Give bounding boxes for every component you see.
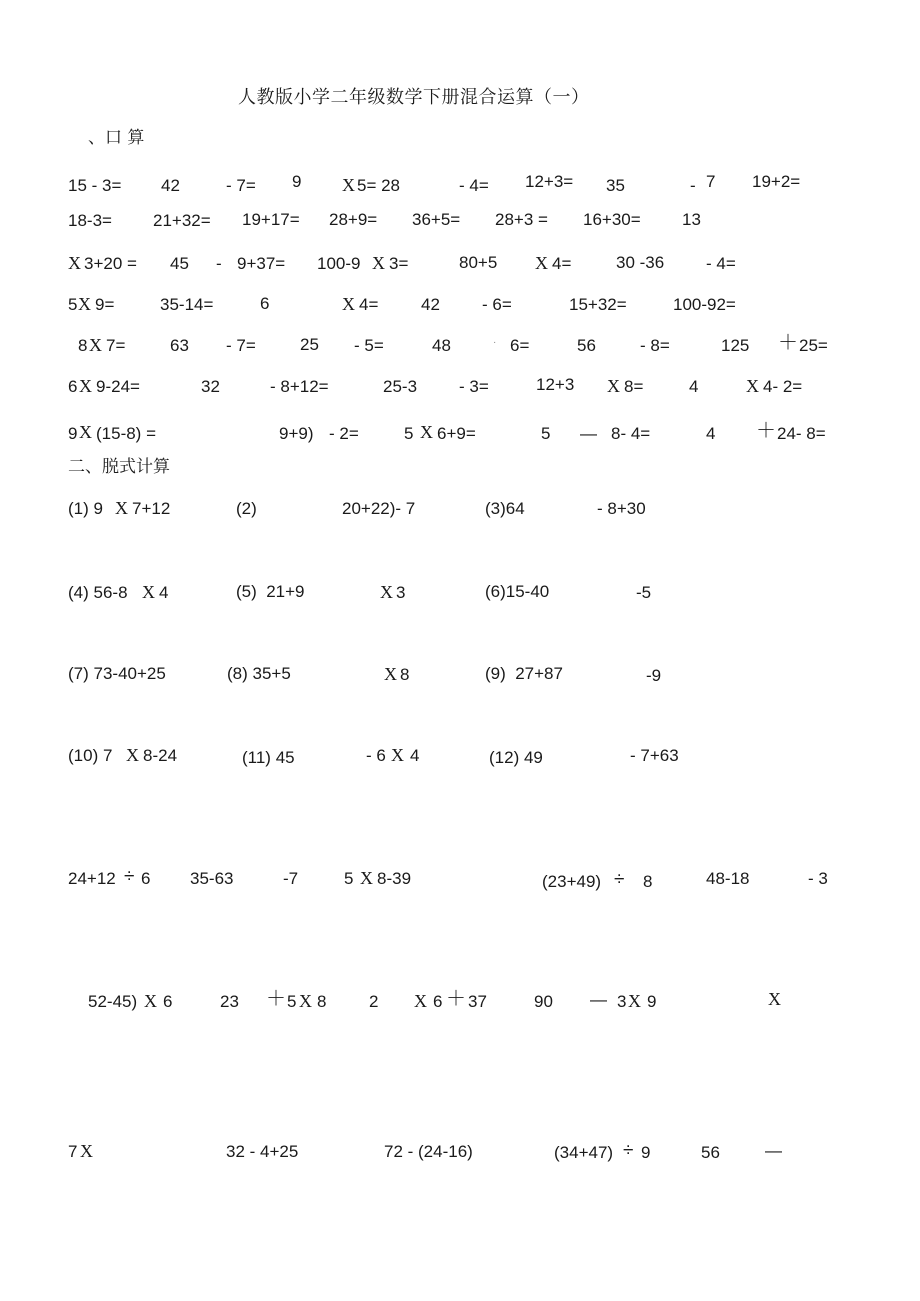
problem-cell: (7) 73-40+25 xyxy=(68,664,166,683)
problem-cell: (34+47) xyxy=(554,1143,614,1162)
times-sign: X xyxy=(79,376,92,396)
oral-cell: 9 xyxy=(68,424,78,443)
oral-cell: 6+9= xyxy=(437,424,476,443)
oral-cell: 63 xyxy=(170,336,189,355)
oral-cell: 6= xyxy=(510,336,530,355)
oral-cell: - 8+12= xyxy=(270,377,329,396)
problem-cell: - 7+63 xyxy=(630,746,679,765)
oral-cell: 42 xyxy=(421,295,440,314)
oral-cell: - 8= xyxy=(640,336,670,355)
dash-sign: — xyxy=(590,990,607,1009)
times-sign: X xyxy=(144,991,157,1011)
oral-cell: 9-24= xyxy=(96,377,140,396)
problem-cell: (6)15-40 xyxy=(485,582,550,601)
oral-cell: 80+5 xyxy=(459,253,498,272)
oral-cell: - xyxy=(216,254,222,273)
oral-cell: - xyxy=(690,176,696,195)
problem-cell: - 8+30 xyxy=(597,499,646,518)
problem-cell: 9 xyxy=(641,1143,651,1162)
oral-cell: 19+17= xyxy=(242,210,300,229)
oral-cell: - 6= xyxy=(482,295,512,314)
times-sign: X xyxy=(299,991,312,1011)
problem-cell: 6 xyxy=(141,869,151,888)
times-sign: X xyxy=(420,422,433,442)
oral-cell: 42 xyxy=(161,176,180,195)
problem-cell: 6 xyxy=(433,992,443,1011)
times-sign: X xyxy=(68,253,81,273)
problem-cell: 9 xyxy=(647,992,657,1011)
problem-cell: (5) 21+9 xyxy=(236,582,305,601)
oral-cell: 12+3= xyxy=(525,172,574,191)
oral-cell: 9+9) xyxy=(279,424,314,443)
problem-cell: -5 xyxy=(636,583,652,602)
problem-cell: (23+49) xyxy=(542,872,602,891)
problem-cell: 8 xyxy=(317,992,327,1011)
division-sign: ÷ xyxy=(614,869,625,890)
stray-dot: · xyxy=(493,337,497,348)
oral-cell: 3= xyxy=(389,254,409,273)
oral-cell: 21+32= xyxy=(153,211,211,230)
oral-cell: 13 xyxy=(682,210,701,229)
oral-cell: - 3= xyxy=(459,377,489,396)
oral-cell: 35 xyxy=(606,176,625,195)
times-sign: X xyxy=(372,253,385,273)
times-sign: X xyxy=(391,745,404,765)
oral-cell: 5 xyxy=(68,295,78,314)
times-sign: X xyxy=(142,582,155,602)
problem-cell: (8) 35+5 xyxy=(227,664,291,683)
oral-cell: 8- 4= xyxy=(611,424,651,443)
problem-cell: 6 xyxy=(163,992,173,1011)
plus-sign: ＋ xyxy=(778,332,798,354)
oral-cell: 16+30= xyxy=(583,210,641,229)
problem-cell: 48-18 xyxy=(706,869,750,888)
section-heading-oral: 、口 算 xyxy=(88,128,145,148)
times-sign: X xyxy=(89,335,102,355)
times-sign: X xyxy=(342,175,355,195)
problem-cell: 8 xyxy=(643,872,653,891)
oral-cell: 5= 28 xyxy=(357,176,401,195)
oral-cell: - 5= xyxy=(354,336,384,355)
problem-cell: (9) 27+87 xyxy=(485,664,563,683)
problem-cell: 4 xyxy=(410,746,420,765)
oral-cell: 28+3 = xyxy=(495,210,548,229)
oral-cell: 100-92= xyxy=(673,295,736,314)
oral-cell: 45 xyxy=(170,254,189,273)
problem-cell: 24+12 xyxy=(68,869,116,888)
problem-cell: 32 - 4+25 xyxy=(226,1142,299,1161)
oral-cell: - 7= xyxy=(226,176,256,195)
plus-sign: ＋ xyxy=(756,420,776,442)
oral-cell: 19+2= xyxy=(752,172,801,191)
oral-cell: 4 xyxy=(689,377,699,396)
oral-cell: 7= xyxy=(106,336,126,355)
problem-cell: 90 xyxy=(534,992,553,1011)
problem-cell: 35-63 xyxy=(190,869,234,888)
problem-cell: 2 xyxy=(369,992,379,1011)
oral-cell: (15-8) = xyxy=(96,424,156,443)
oral-cell: - 4= xyxy=(706,254,736,273)
times-sign: X xyxy=(384,664,397,684)
oral-cell: 4- 2= xyxy=(763,377,803,396)
oral-cell: 25-3 xyxy=(383,377,418,396)
times-sign: X xyxy=(79,422,92,442)
oral-cell: 32 xyxy=(201,377,220,396)
times-sign: X xyxy=(768,989,781,1009)
oral-cell: 28+9= xyxy=(329,210,378,229)
problem-cell: (4) 56-8 xyxy=(68,583,128,602)
oral-cell: 36+5= xyxy=(412,210,461,229)
oral-cell: 30 -36 xyxy=(616,253,665,272)
oral-cell: 7 xyxy=(706,172,716,191)
problem-cell: (12) 49 xyxy=(489,748,543,767)
oral-cell: 6 xyxy=(260,294,270,313)
times-sign: X xyxy=(115,498,128,518)
times-sign: X xyxy=(746,376,759,396)
oral-cell: - 4= xyxy=(459,176,489,195)
problem-cell: 8 xyxy=(400,665,410,684)
oral-cell: 9= xyxy=(95,295,115,314)
section-heading-stepwise: 二、脱式计算 xyxy=(68,457,170,477)
problem-cell: 7+12 xyxy=(132,499,171,518)
oral-cell: 9 xyxy=(292,172,302,191)
oral-cell: 125 xyxy=(721,336,750,355)
problem-cell: 3 xyxy=(617,992,627,1011)
problem-cell: 7 xyxy=(68,1142,78,1161)
times-sign: X xyxy=(414,991,427,1011)
problem-cell: 37 xyxy=(468,992,487,1011)
oral-cell: - 2= xyxy=(329,424,359,443)
problem-cell: 20+22)- 7 xyxy=(342,499,416,518)
oral-cell: 56 xyxy=(577,336,596,355)
problem-cell: 23 xyxy=(220,992,239,1011)
problem-cell: (3)64 xyxy=(485,499,525,518)
problem-cell: 8-24 xyxy=(143,746,178,765)
problem-cell: (10) 7 xyxy=(68,746,113,765)
oral-cell: 35-14= xyxy=(160,295,214,314)
times-sign: X xyxy=(126,745,139,765)
plus-sign: ＋ xyxy=(266,988,286,1010)
times-sign: X xyxy=(535,253,548,273)
problem-cell: 4 xyxy=(159,583,169,602)
times-sign: X xyxy=(628,991,641,1011)
division-sign: ÷ xyxy=(623,1140,634,1161)
oral-cell: 8 xyxy=(78,336,88,355)
oral-cell: - 7= xyxy=(226,336,256,355)
oral-cell: 9+37= xyxy=(237,254,286,273)
oral-cell: 4 xyxy=(706,424,716,443)
oral-cell: 15 - 3= xyxy=(68,176,122,195)
oral-cell: 3+20 = xyxy=(84,254,137,273)
dash-sign: — xyxy=(580,424,597,443)
oral-cell: 48 xyxy=(432,336,451,355)
problem-cell: 72 - (24-16) xyxy=(384,1142,473,1161)
oral-cell: 24- 8= xyxy=(777,424,826,443)
problem-cell: 5 xyxy=(287,992,297,1011)
problem-cell: - 3 xyxy=(808,869,828,888)
problem-cell: 8-39 xyxy=(377,869,412,888)
problem-cell: -7 xyxy=(283,869,299,888)
problem-cell: -9 xyxy=(646,666,662,685)
times-sign: X xyxy=(607,376,620,396)
oral-cell: 25= xyxy=(799,336,828,355)
oral-cell: 15+32= xyxy=(569,295,627,314)
oral-cell: 5 xyxy=(541,424,551,443)
times-sign: X xyxy=(78,294,91,314)
oral-cell: 8= xyxy=(624,377,644,396)
problem-cell: (11) 45 xyxy=(242,748,295,767)
oral-cell: 6 xyxy=(68,377,78,396)
oral-cell: 4= xyxy=(359,295,379,314)
oral-cell: 25 xyxy=(300,335,319,354)
problem-cell: (2) xyxy=(236,499,257,518)
times-sign: X xyxy=(380,582,393,602)
oral-cell: 4= xyxy=(552,254,572,273)
problem-cell: 56 xyxy=(701,1143,720,1162)
times-sign: X xyxy=(360,868,373,888)
division-sign: ÷ xyxy=(124,866,135,887)
problem-cell: - 6 xyxy=(366,746,386,765)
oral-cell: 18-3= xyxy=(68,211,112,230)
problem-cell: (1) 9 xyxy=(68,499,103,518)
plus-sign: ＋ xyxy=(446,988,466,1010)
oral-cell: 5 xyxy=(404,424,414,443)
dash-sign: — xyxy=(765,1141,782,1160)
page-title: 人教版小学二年级数学下册混合运算（一） xyxy=(238,87,590,108)
problem-cell: 52-45) xyxy=(88,992,138,1011)
oral-cell: 100-9 xyxy=(317,254,361,273)
times-sign: X xyxy=(342,294,355,314)
problem-cell: 3 xyxy=(396,583,406,602)
problem-cell: 5 xyxy=(344,869,354,888)
oral-cell: 12+3 xyxy=(536,375,575,394)
times-sign: X xyxy=(80,1141,93,1161)
